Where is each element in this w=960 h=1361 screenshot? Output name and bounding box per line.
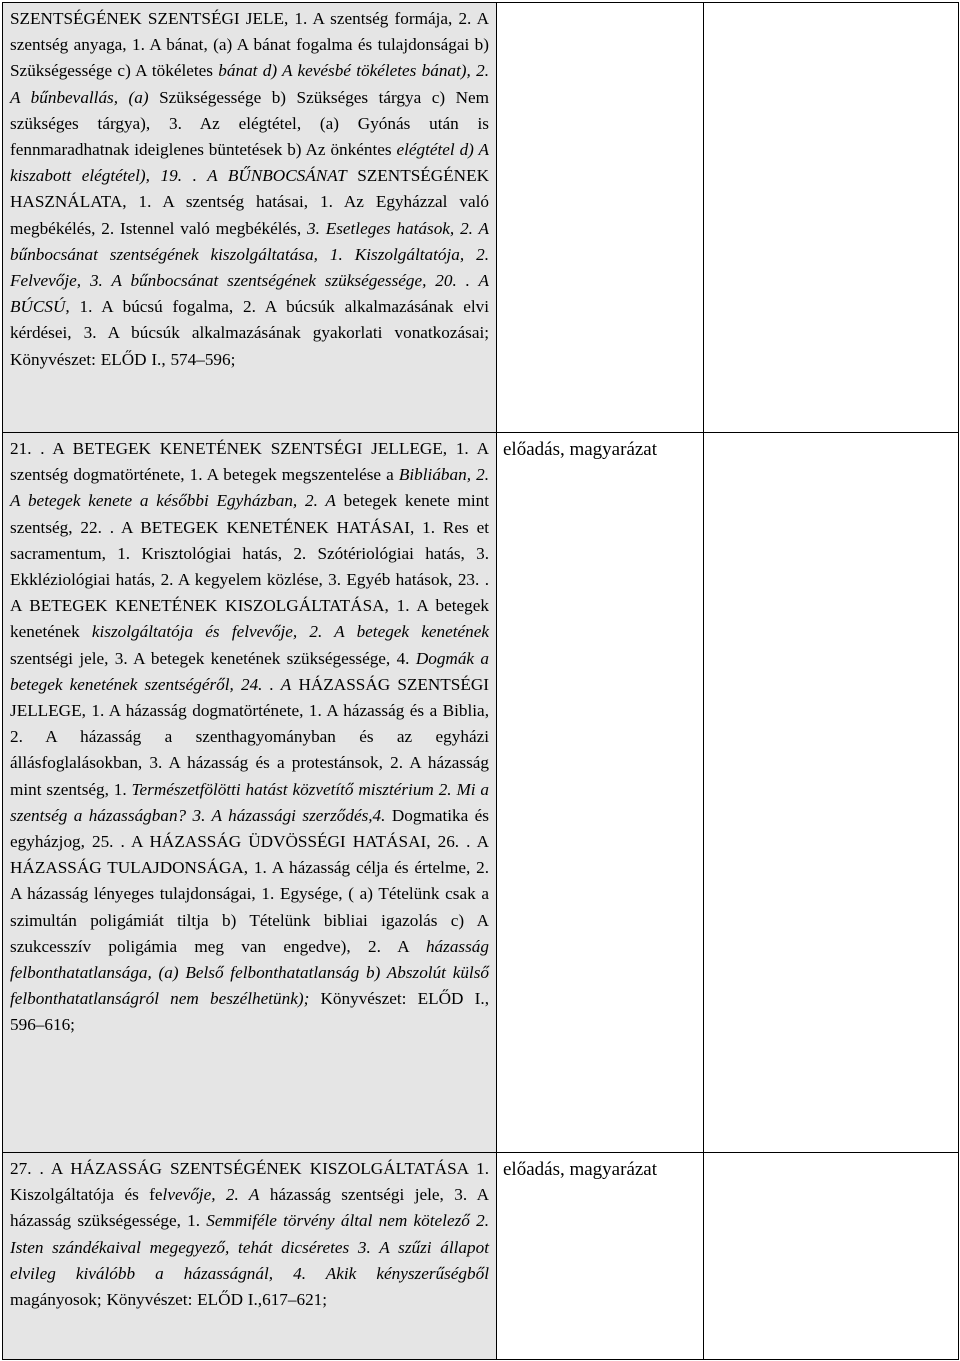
empty-cell bbox=[704, 433, 959, 1153]
table-row bbox=[3, 1153, 959, 1360]
text-segment: betegek kenete mint szentség, 22. . A BETEGEK KENETÉNEK HATÁSAI, 1. Res et sacramentum, 1. Krisztológiai hatás, 2. Szótériológiai hatás, 3. Ekkléziológiai hatás, 2. A kegyelem közlése, 3. Egyéb hatások, 23. . A BETEGEK KENETÉNEK KISZOLGÁLTATÁSA, 1. A betegek kenetének bbox=[10, 491, 489, 642]
text-segment: bánat d) A kevésbé tökéletes bánat), 2. A bűnbevallás, (a) bbox=[10, 61, 489, 107]
empty-cell bbox=[704, 1153, 959, 1360]
text-segment: magányosok; Könyvészet: ELŐD I.,617–621; bbox=[10, 1290, 328, 1310]
text-segment: Természetfölötti hatást közvetítő misztérium 2. Mi a szentség a házasságban? 3. A házassági szerződés,4. bbox=[10, 779, 489, 825]
text-segment: házasság felbonthatatlansága, (a) Belső felbonthatatlanság b) Abszolút külső felbonthatatlanságról nem beszélhetünk); bbox=[10, 936, 489, 1009]
text-segment: Bibliában, 2. A betegek kenete a későbbi Egyházban, 2. A bbox=[10, 465, 489, 511]
method-text: előadás, magyarázat bbox=[503, 439, 658, 460]
text-segment: elégtétel d) A kiszabott elégtétel), 19. . A BŰNBOCSÁNAT bbox=[10, 140, 490, 186]
method-text: előadás, magyarázat bbox=[503, 1159, 658, 1180]
text-segment: SZENTSÉGÉNEK HASZNÁLATA, 1. A szentség hatásai, 1. Az Egyházzal való megbékélés, 2. Istennel való megbékélés, bbox=[10, 166, 489, 238]
text-segment: HÁZASSÁG SZENTSÉGI JELLEGE, 1. A házasság dogmatörténete, 1. A házasság és a Biblia, 2. A házasság a szenthagyományban és az egyházi állásfoglalásokban, 3. A házasság és a protestánsok, 2. A házasság mint szentség, 1. bbox=[10, 674, 489, 799]
text-segment: Szükségessége b) Szükséges tárgya c) Nem szükséges tárgya), 3. Az elégtétel, (a) Gyónás után is fennmaradhatnak ideiglenes büntetések b) Az önkéntes bbox=[10, 87, 489, 160]
text-segment: szentségi jele, 3. A betegek kenetének szükségessége, 4. bbox=[10, 648, 416, 668]
text-segment: Könyvészet: ELŐD I., 596–616; bbox=[10, 989, 489, 1035]
text-segment: kiszolgáltatója és felvevője, 2. A betegek kenetének bbox=[91, 622, 489, 642]
method-cell bbox=[497, 3, 704, 433]
table-row bbox=[3, 3, 959, 433]
text-segment: SZENTSÉGÉNEK SZENTSÉGI JELE, 1. A szentség formája, 2. A szentség anyaga, 1. A bánat, (a) A bánat fogalma és tulajdonságai b) Szükségessége c) A tökéletes bbox=[10, 9, 489, 81]
topic-cell bbox=[3, 3, 497, 433]
method-cell bbox=[497, 433, 704, 1153]
text-segment: Semmiféle törvény által nem kötelező 2. Isten szándékaival megegyező, tehát dicséretes 3. A szűzi állapot elvileg kiválóbb a házasságnál, 4. Akik kényszerűségből bbox=[10, 1211, 489, 1283]
text-segment: lvevője, 2. A bbox=[162, 1185, 260, 1205]
method-cell bbox=[497, 1153, 704, 1360]
text-segment: házasság szentségi jele, 3. A házasság szükségessége, 1. bbox=[10, 1185, 489, 1231]
text-segment: 3. Esetleges hatások, 2. A bűnbocsánat szentségének kiszolgáltatása, 1. Kiszolgáltatója, 2. Felvevője, 3. A bűnbocsánat szentségének szükségessége, 20. . A BÚCSÚ, bbox=[10, 218, 489, 317]
text-segment: 27. . A HÁZASSÁG SZENTSÉGÉNEK KISZOLGÁLTATÁSA 1. Kiszolgáltatója és fe bbox=[10, 1159, 489, 1205]
text-segment: 21. . A BETEGEK KENETÉNEK SZENTSÉGI JELLEGE, 1. A szentség dogmatörténete, 1. A betegek megszentelése a bbox=[10, 439, 489, 485]
table-row bbox=[3, 433, 959, 1153]
empty-cell bbox=[704, 3, 959, 433]
text-segment: Dogmák a betegek kenetének szentségéről, 24. . A bbox=[10, 648, 489, 694]
topic-cell bbox=[3, 433, 497, 1153]
text-segment: Dogmatika és egyházjog, 25. . A HÁZASSÁG ÜDVÖSSÉGI HATÁSAI, 26. . A HÁZASSÁG TULAJDONSÁGA, 1. A házasság célja és értelme, 2. A házasság lényeges tulajdonságai, 1. Egysége, ( a) Tételünk csak a szimultán poligámiát tiltja b) Tételünk bibliai igazolás c) A szukcesszív poligámia meg van engedve), 2. A bbox=[10, 805, 489, 956]
syllabus-table bbox=[2, 2, 959, 1360]
topic-cell bbox=[3, 1153, 497, 1360]
text-segment: 1. A búcsú fogalma, 2. A búcsúk alkalmazásának elvi kérdései, 3. A búcsúk alkalmazásának gyakorlati vonatkozásai; Könyvészet: ELŐD I., 574–596; bbox=[10, 297, 489, 369]
